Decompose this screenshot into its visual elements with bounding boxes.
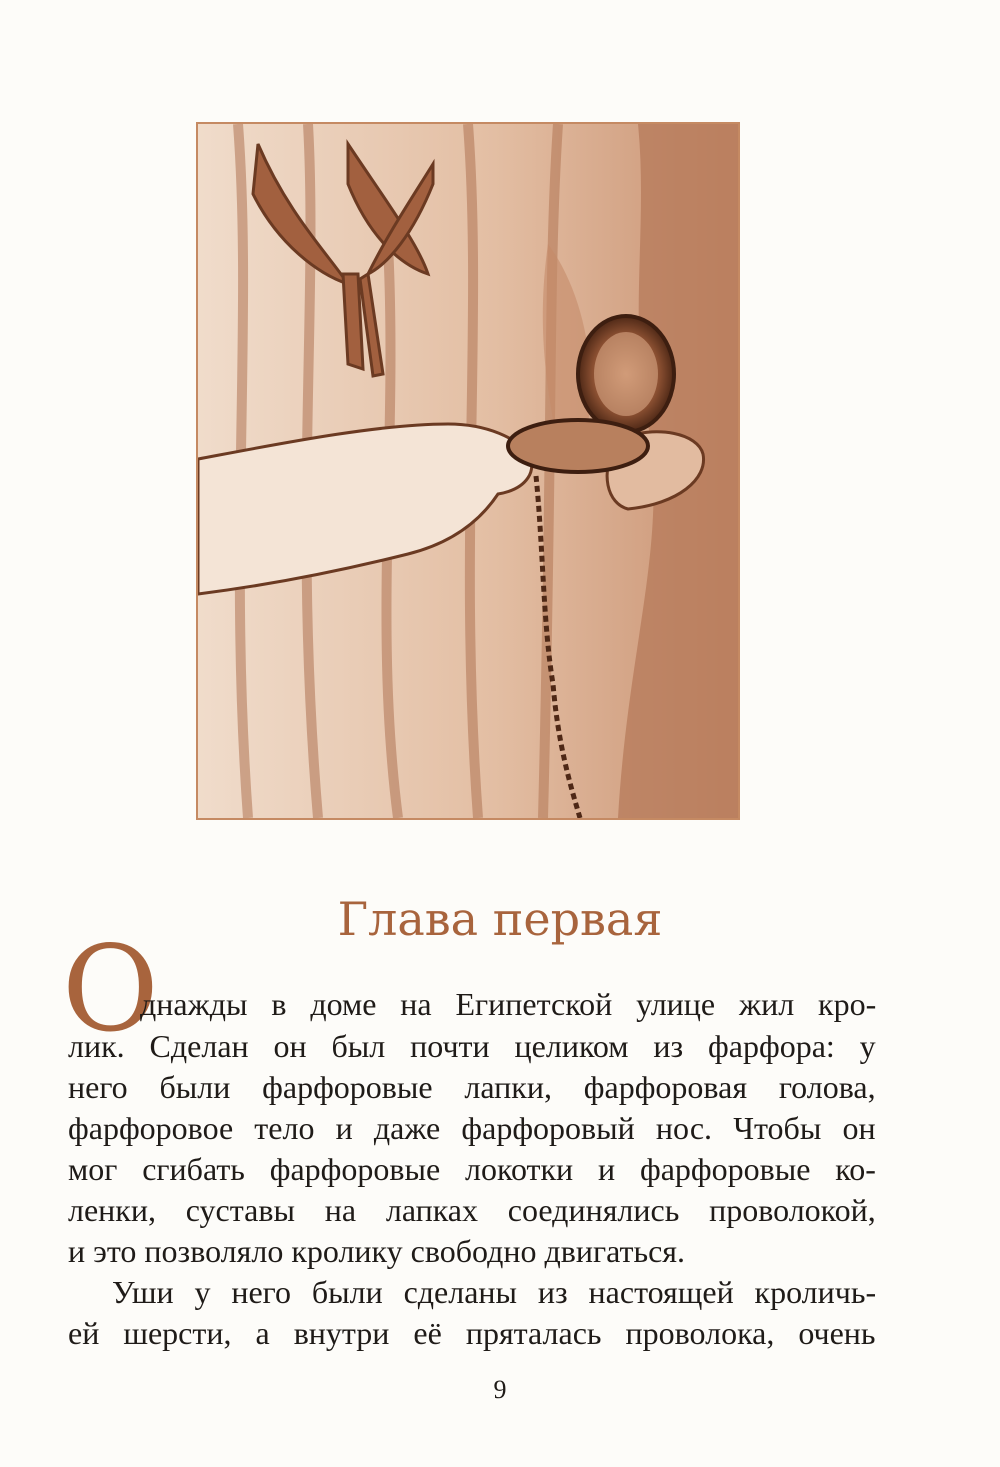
text-line: фарфоровое тело и даже фарфоровый нос. Чтобы он xyxy=(68,1110,876,1146)
sepia-drawing xyxy=(198,124,738,818)
drop-cap: О xyxy=(62,920,159,1058)
text-line: мог сгибать фарфоровые локотки и фарфоровые ко- xyxy=(68,1151,876,1187)
chapter-title: Глава первая xyxy=(337,892,663,946)
illustration-hand-with-pocket-watch xyxy=(196,122,740,820)
text-line: ленки, суставы на лапках соединялись проволокой, xyxy=(68,1192,876,1228)
text-line: днажды в доме на Египетской улице жил кро- xyxy=(140,986,877,1022)
text-line: ей шерсти, а внутри её пряталась проволока, очень xyxy=(68,1315,876,1351)
text-line: него были фарфоровые лапки, фарфоровая голова, xyxy=(68,1069,876,1105)
text-line: лик. Сделан он был почти целиком из фарфора: у xyxy=(68,1028,876,1064)
text-line: Уши у него были сделаны из настоящей кроличь- xyxy=(112,1274,877,1310)
page-number: 9 xyxy=(493,1375,507,1404)
text-line: и это позволяло кролику свободно двигаться. xyxy=(68,1233,685,1269)
